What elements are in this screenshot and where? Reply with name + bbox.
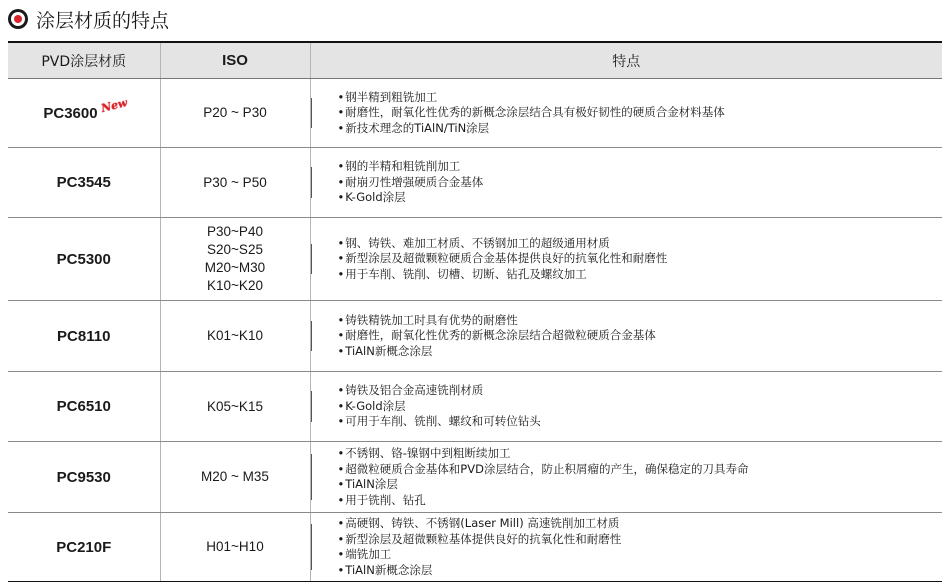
iso-cell xyxy=(160,372,310,442)
grade-name: PC3600 xyxy=(43,104,98,122)
table-row xyxy=(8,148,942,218)
iso-range: P30 ~ P50 xyxy=(203,174,267,190)
iso-range: M20 ~ M35 xyxy=(201,469,269,484)
feature-item xyxy=(338,563,622,579)
feature-text: 端铣加工 xyxy=(345,547,392,561)
feature-item xyxy=(338,532,622,548)
features-cell xyxy=(310,79,942,148)
feature-item xyxy=(338,251,668,267)
iso-cell xyxy=(160,148,310,218)
table-row xyxy=(8,301,942,372)
iso-cell xyxy=(160,79,310,148)
feature-text: 钢半精到粗铣加工 xyxy=(345,89,438,104)
grade-name: PC9530 xyxy=(56,468,111,486)
feature-text: 铸铁精铣加工时具有优势的耐磨性 xyxy=(345,312,518,327)
feature-text: 新技术理念的TiAlN/TiN涂层 xyxy=(345,120,490,135)
table-row xyxy=(8,218,942,301)
iso-cell xyxy=(160,442,310,513)
iso-range: P30~P40 xyxy=(207,224,263,239)
iso-cell xyxy=(160,218,310,301)
features-cell xyxy=(310,513,942,582)
features-cell xyxy=(310,301,942,372)
iso-range: K10~K20 xyxy=(207,278,263,293)
grade-name: PC210F xyxy=(56,538,112,556)
feature-item xyxy=(338,414,541,430)
grade-cell xyxy=(8,79,160,148)
feature-item xyxy=(338,446,749,462)
features-cell xyxy=(310,372,942,442)
feature-list xyxy=(312,313,656,360)
feature-text: 高硬钢、铸铁、不锈钢(Laser Mill) 高速铣削加工材质 xyxy=(345,516,620,530)
feature-item xyxy=(338,175,484,191)
feature-item xyxy=(338,477,749,493)
feature-text: 新型涂层及超微颗粒基体提供良好的抗氧化性和耐磨性 xyxy=(345,531,622,546)
table-header-row xyxy=(8,42,942,79)
feature-item xyxy=(338,267,668,283)
feature-text: TiAlN新概念涂层 xyxy=(345,343,433,358)
grade-name: PC5300 xyxy=(56,250,111,268)
feature-item xyxy=(338,236,668,252)
feature-text: 钢的半精和粗铣削加工 xyxy=(345,159,461,174)
table-row xyxy=(8,442,942,513)
feature-list xyxy=(312,446,749,508)
grade-cell xyxy=(8,301,160,372)
iso-range: M20~M30 xyxy=(204,260,266,275)
feature-item xyxy=(338,159,484,175)
iso-range: H01~H10 xyxy=(206,539,264,554)
feature-list xyxy=(312,516,622,578)
header-iso: ISO xyxy=(160,42,310,79)
feature-text: 可用于车削、铣削、螺纹和可转位钻头 xyxy=(345,414,541,429)
grade-cell xyxy=(8,148,160,218)
table-row xyxy=(8,79,942,148)
feature-text: 超微粒硬质合金基体和PVD涂层结合，防止积屑瘤的产生，确保稳定的刀具寿命 xyxy=(345,461,749,476)
page-title: 涂层材质的特点 xyxy=(36,9,170,32)
feature-item xyxy=(338,462,749,478)
feature-list xyxy=(312,159,484,206)
grade-cell xyxy=(8,372,160,442)
grade-cell xyxy=(8,513,160,582)
iso-cell xyxy=(160,513,310,582)
grade-cell xyxy=(8,442,160,513)
feature-item xyxy=(338,313,656,329)
feature-text: 铸铁及铝合金高速铣削材质 xyxy=(345,383,484,398)
table-row xyxy=(8,372,942,442)
features-cell xyxy=(310,148,942,218)
features-cell xyxy=(310,442,942,513)
feature-text: TiAlN涂层 xyxy=(345,477,398,491)
feature-text: 用于铣削、钻孔 xyxy=(345,492,426,507)
feature-list xyxy=(312,90,725,137)
feature-text: K-Gold涂层 xyxy=(345,190,406,205)
header-grade: PVD涂层材质 xyxy=(8,42,160,79)
feature-text: 新型涂层及超微颗粒硬质合金基体提供良好的抗氧化性和耐磨性 xyxy=(345,251,668,266)
section-title xyxy=(8,4,169,34)
feature-item xyxy=(338,90,725,106)
iso-range: K05~K15 xyxy=(207,398,263,414)
grade-name: PC3545 xyxy=(56,174,111,191)
feature-list xyxy=(312,383,541,430)
coating-grade-table xyxy=(8,41,942,582)
feature-item xyxy=(338,383,541,399)
table-row xyxy=(8,513,942,582)
iso-cell xyxy=(160,301,310,372)
target-bullet-icon xyxy=(8,9,28,29)
iso-range: P20 ~ P30 xyxy=(203,105,267,120)
feature-text: 耐磨性，耐氧化性优秀的新概念涂层结合具有极好韧性的硬质合金材料基体 xyxy=(345,105,725,120)
feature-item xyxy=(338,344,656,360)
feature-item xyxy=(338,493,749,509)
grade-name: PC8110 xyxy=(57,327,111,345)
iso-range: S20~S25 xyxy=(207,242,263,257)
feature-item xyxy=(338,399,541,415)
grade-name: PC6510 xyxy=(56,398,111,415)
feature-item xyxy=(338,328,656,344)
header-features: 特点 xyxy=(310,42,942,79)
feature-item xyxy=(338,105,725,121)
feature-text: 耐磨性，耐氧化性优秀的新概念涂层结合超微粒硬质合金基体 xyxy=(345,328,656,343)
grade-cell xyxy=(8,218,160,301)
feature-text: K-Gold涂层 xyxy=(345,398,406,413)
feature-item xyxy=(338,516,622,532)
feature-item xyxy=(338,190,484,206)
feature-list xyxy=(312,236,668,283)
feature-text: TiAlN新概念涂层 xyxy=(345,562,433,577)
new-badge: New xyxy=(99,95,129,115)
feature-item xyxy=(338,547,622,563)
feature-text: 耐崩刃性增强硬质合金基体 xyxy=(345,174,484,189)
feature-text: 用于车削、铣削、切槽、切断、钻孔及螺纹加工 xyxy=(345,266,587,281)
feature-item xyxy=(338,121,725,137)
feature-text: 不锈钢、铬-镍钢中到粗断续加工 xyxy=(345,446,511,460)
features-cell xyxy=(310,218,942,301)
iso-range: K01~K10 xyxy=(207,328,263,343)
feature-text: 钢、铸铁、难加工材质、不锈钢加工的超级通用材质 xyxy=(345,235,610,250)
